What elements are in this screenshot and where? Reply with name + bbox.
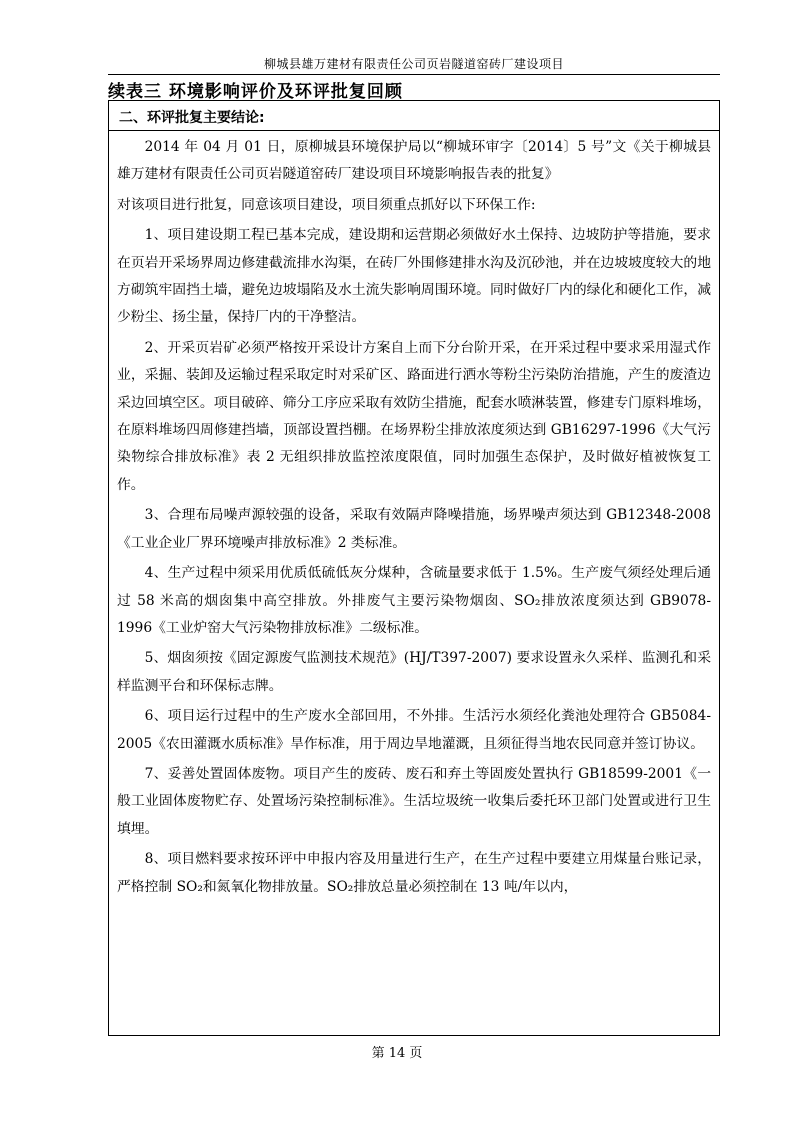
heading-divider bbox=[109, 130, 719, 131]
content-body bbox=[117, 134, 711, 904]
intro-paragraph: 2014 年 04 月 01 日，原柳城县环境保护局以“柳城环审字〔2014〕5 号”文《关于柳城县雄万建材有限责任公司页岩隧道窑砖厂建设项目环境影响报告表的批复》 bbox=[117, 139, 711, 183]
list-item: 6、项目运行过程中的生产废水全部回用，不外排。生活污水须经化粪池处理符合 GB5084-2005《农田灌溉水质标准》旱作标准，用于周边旱地灌溉，且须征得当地农民同意并签订协议。 bbox=[117, 708, 711, 752]
list-item: 4、生产过程中须采用优质低硫低灰分煤种，含硫量要求低于 1.5%。生产废气须经处理后通过 58 米高的烟囱集中高空排放。外排废气主要污染物烟囱、SO₂排放浓度须达到 GB9078-1996《工业炉窑大气污染物排放标准》二级标准。 bbox=[117, 565, 711, 636]
page-number: 第 14 页 bbox=[371, 1046, 423, 1061]
list-item: 7、妥善处置固体废物。项目产生的废砖、废石和弃土等固废处置执行 GB18599-2001《一般工业固体废物贮存、处置场污染控制标准》。生活垃圾统一收集后委托环卫部门处置或进行卫生填埋。 bbox=[117, 765, 711, 837]
header-divider bbox=[108, 74, 720, 75]
section-title: 续表三 环境影响评价及环评批复回顾 bbox=[108, 82, 403, 102]
box-heading: 二、环评批复主要结论: bbox=[119, 110, 265, 126]
list-item: 1、项目建设期工程已基本完成，建设期和运营期必须做好水土保持、边坡防护等措施，要求在页岩开采场界周边修建截流排水沟渠，在砖厂外围修建排水沟及沉砂池，并在边坡坡度较大的地方砌筑牢固挡土墙，避免边坡塌陷及水土流失影响周围环境。同时做好厂内的绿化和硬化工作，减少粉尘、扬尘量，保持厂内的干净整洁。 bbox=[117, 227, 711, 326]
list-item: 2、开采页岩矿必须严格按开采设计方案自上而下分台阶开采，在开采过程中要求采用湿式作业，采掘、装卸及运输过程采取定时对采矿区、路面进行洒水等粉尘污染防治措施，产生的废渣边采边回填空区。项目破碎、筛分工序应采取有效防尘措施，配套水喷淋装置，修建专门原料堆场，在原料堆场四周修建挡墙，顶部设置挡棚。在场界粉尘排放浓度须达到 GB16297-1996《大气污染物综合排放标准》表 2 无组织排放监控浓度限值，同时加强生态保护，及时做好植被恢复工作。 bbox=[117, 339, 711, 493]
list-item: 8、项目燃料要求按环评中申报内容及用量进行生产，在生产过程中要建立用煤量台账记录，严格控制 SO₂和氮氧化物排放量。SO₂排放总量必须控制在 13 吨/年以内， bbox=[117, 851, 711, 895]
running-header: 柳城县雄万建材有限责任公司页岩隧道窑砖厂建设项目 bbox=[263, 57, 564, 71]
intro-continuation: 对该项目进行批复，同意该项目建设，项目须重点抓好以下环保工作: bbox=[117, 196, 536, 213]
list-item: 3、合理布局噪声源较强的设备，采取有效隔声降噪措施，场界噪声须达到 GB12348-2008《工业企业厂界环境噪声排放标准》2 类标准。 bbox=[117, 507, 711, 551]
content-table bbox=[108, 100, 720, 1036]
list-item: 5、烟囱须按《固定源废气监测技术规范》(HJ/T397-2007) 要求设置永久采样、监测孔和采样监测平台和环保标志牌。 bbox=[117, 650, 711, 694]
